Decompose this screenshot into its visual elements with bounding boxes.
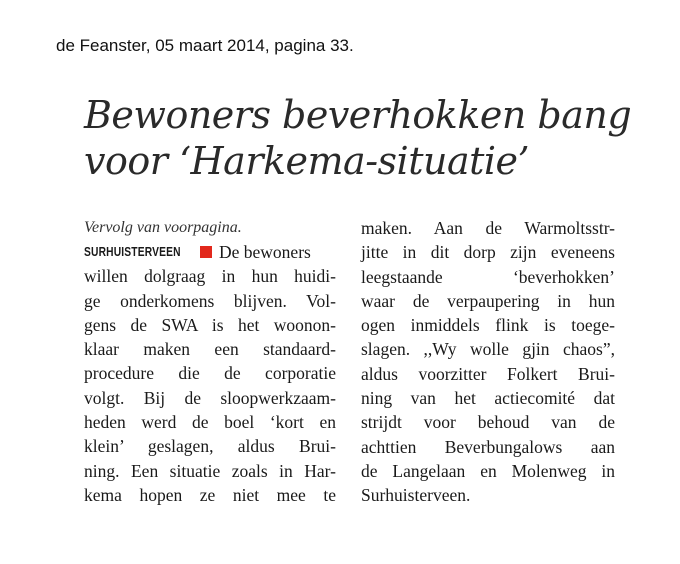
body-line: waar de verpaupering in hun [361,290,615,311]
body-line: ning. Een situatie zoals in Har- [84,460,336,481]
body-line: gens de SWA is het woonon- [84,314,336,335]
body-line: ning van het actiecomité dat [361,388,615,409]
body-line: strijdt voor behoud van de [361,412,615,433]
body-line: ogen inmiddels flink is toege- [361,315,615,336]
body-line: de Langelaan en Molenweg in [361,460,615,481]
headline-line-1: Bewoners beverhokken bang [84,93,632,137]
lead-line [84,240,336,264]
body-line: maken. Aan de Warmoltsstr- [361,218,615,238]
body-line: procedure die de corporatie [84,363,336,384]
body-line: volgt. Bij de sloopwerkzaam- [84,387,336,408]
body-line: ge onderkomens blijven. Vol- [84,290,336,311]
source-citation: de Feanster, 05 maart 2014, pagina 33. [56,36,354,55]
article-column-left [84,216,336,507]
body-line: Surhuisterveen. [361,485,471,506]
red-square-bullet-icon [200,246,212,258]
body-line: jitte in dit dorp zijn eveneens [361,242,615,263]
body-line: kema hopen ze niet mee te [84,484,336,505]
body-line: willen dolgraag in hun huidi- [84,266,336,287]
body-line: klein’ geslagen, aldus Brui- [84,436,336,457]
article-headline [84,92,644,184]
body-line: slagen. ,,Wy wolle gjin chaos”, [361,339,615,360]
article-column-right [361,216,615,508]
body-line: heden werd de boel ‘kort en [84,412,336,433]
dateline: SURHUISTERVEEN [84,245,181,259]
body-line: achttien Beverbungalows aan [361,436,615,457]
continuation-note: Vervolg van voorpagina. [84,219,242,236]
body-line: klaar maken een standaard- [84,339,336,360]
body-line: aldus voorzitter Folkert Brui- [361,363,615,384]
body-line: leegstaande ‘beverhokken’ [361,266,615,287]
headline-line-2: voor ‘Harkema-situatie’ [84,139,530,183]
lead-text: De bewoners [219,242,311,262]
